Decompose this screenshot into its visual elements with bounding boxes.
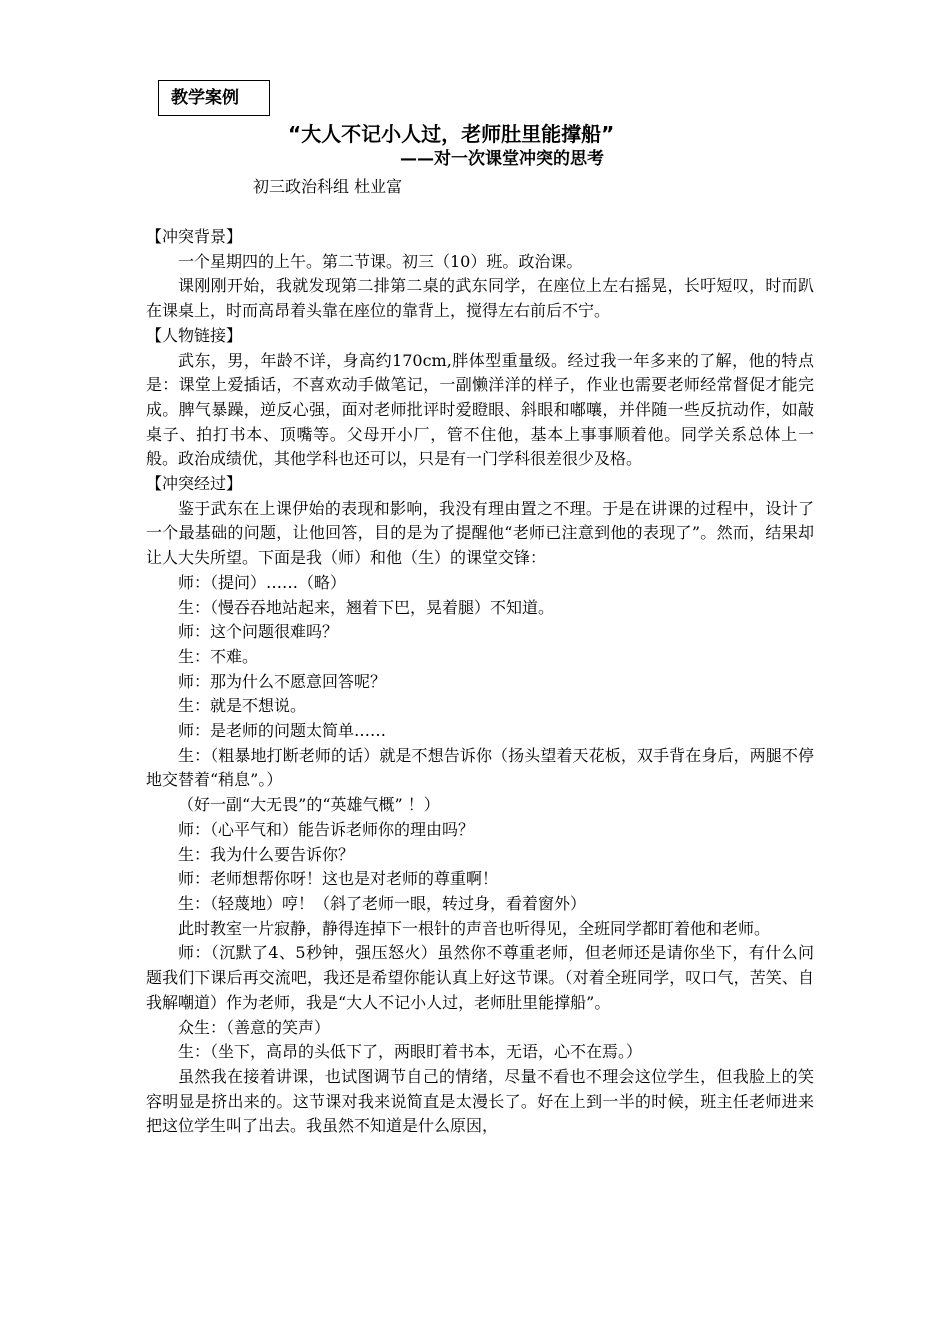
dialogue-line: 师：是老师的问题太简单……: [178, 721, 387, 741]
dialogue-line: 生：（慢吞吞地站起来，翘着下巴，晃着腿）不知道。: [178, 597, 555, 617]
document-author: 初三政治科组 杜业富: [253, 177, 403, 196]
paragraph: 一个星期四的上午。第二节课。初三（10）班。政治课。: [178, 251, 583, 271]
dialogue-line: 生：我为什么要告诉你？: [178, 844, 355, 864]
dialogue-line: 师：那为什么不愿意回答呢？: [178, 671, 387, 691]
dialogue-line: 生：就是不想说。: [178, 696, 307, 716]
section-heading-conflict: 【冲突经过】: [146, 474, 243, 494]
document-title: “大人不记小人过，老师肚里能撑船”: [288, 122, 615, 146]
paragraph: 虽然我在接着讲课，也试图调节自己的情绪，尽量不看也不理会这位学生，但我脸上的笑容明显是挤出来的。这节课对我来说简直是太漫长了。好在上到一半的时候，班主任老师进来把这位学生叫了出去。我虽然不知道是什么原因，: [146, 1066, 814, 1136]
dialogue-line: （好一副“大无畏”的“英雄气概” ！）: [178, 795, 440, 815]
dialogue-line: 师：（提问）……（略）: [178, 572, 347, 592]
section-heading-background: 【冲突背景】: [146, 227, 243, 246]
document-subtitle: ——对一次课堂冲突的思考: [400, 149, 604, 169]
dialogue-line: 师：老师想帮你呀！这也是对老师的尊重啊！: [178, 869, 499, 889]
dialogue-line: 师：（沉默了4、5秒钟，强压怒火）虽然你不尊重老师，但老师还是请你坐下，有什么问题我们下课后再交流吧，我还是希望你能认真上好这节课。（对着全班同学，叹口气，苦笑、自我解嘲道）作为老师，我是“大人不记小人过，老师肚里能撑船”。: [146, 943, 814, 1012]
dialogue-line: 生：（轻蔑地）哼！（斜了老师一眼，转过身，看着窗外）: [178, 893, 587, 913]
dialogue-line: 生：不难。: [178, 646, 259, 666]
paragraph: 鉴于武东在上课伊始的表现和影响，我没有理由置之不理。于是在讲课的过程中，设计了一个最基础的问题，让他回答，目的是为了提醒他“老师已注意到他的表现了”。然而，结果却让人大失所望。下面是我（师）和他（生）的课堂交锋：: [146, 498, 814, 568]
dialogue-line: 师：（心平气和）能告诉老师你的理由吗？: [178, 819, 475, 839]
dialogue-line: 生：（坐下，高昂的头低下了，两眼盯着书本，无语，心不在焉。）: [178, 1042, 643, 1062]
dialogue-line: 生：（粗暴地打断老师的话）就是不想告诉你（扬头望着天花板，双手背在身后，两腿不停地交替着“稍息”。）: [146, 745, 814, 790]
case-label: 教学案例: [171, 88, 239, 108]
dialogue-line: 师：这个问题很难吗？: [178, 622, 339, 642]
paragraph: 武东，男，年龄不详，身高约170cm,胖体型重量级。经过我一年多来的了解，他的特点是：课堂上爱插话，不喜欢动手做笔记，一副懒洋洋的样子，作业也需要老师经常督促才能完成。脾气暴躁，逆反心强，面对老师批评时爱瞪眼、斜眼和嘟嚷，并伴随一些反抗动作，如敲桌子、拍打书本、顶嘴等。父母开小厂，管不住他，基本上事事顺着他。同学关系总体上一般。政治成绩优，其他学科也还可以，只是有一门学科很差很少及格。: [146, 350, 814, 469]
section-heading-character: 【人物链接】: [146, 325, 243, 345]
document-body: [146, 225, 814, 1139]
paragraph: 课刚刚开始，我就发现第二排第二桌的武东同学，在座位上左右摇晃，长吁短叹，时而趴在课桌上，时而高昂着头靠在座位的靠背上，搅得左右前后不宁。: [146, 276, 814, 321]
paragraph: 此时教室一片寂静，静得连掉下一根针的声音也听得见，全班同学都盯着他和老师。: [178, 918, 771, 938]
case-label-box: [158, 80, 270, 116]
dialogue-line: 众生：（善意的笑声）: [178, 1017, 331, 1037]
